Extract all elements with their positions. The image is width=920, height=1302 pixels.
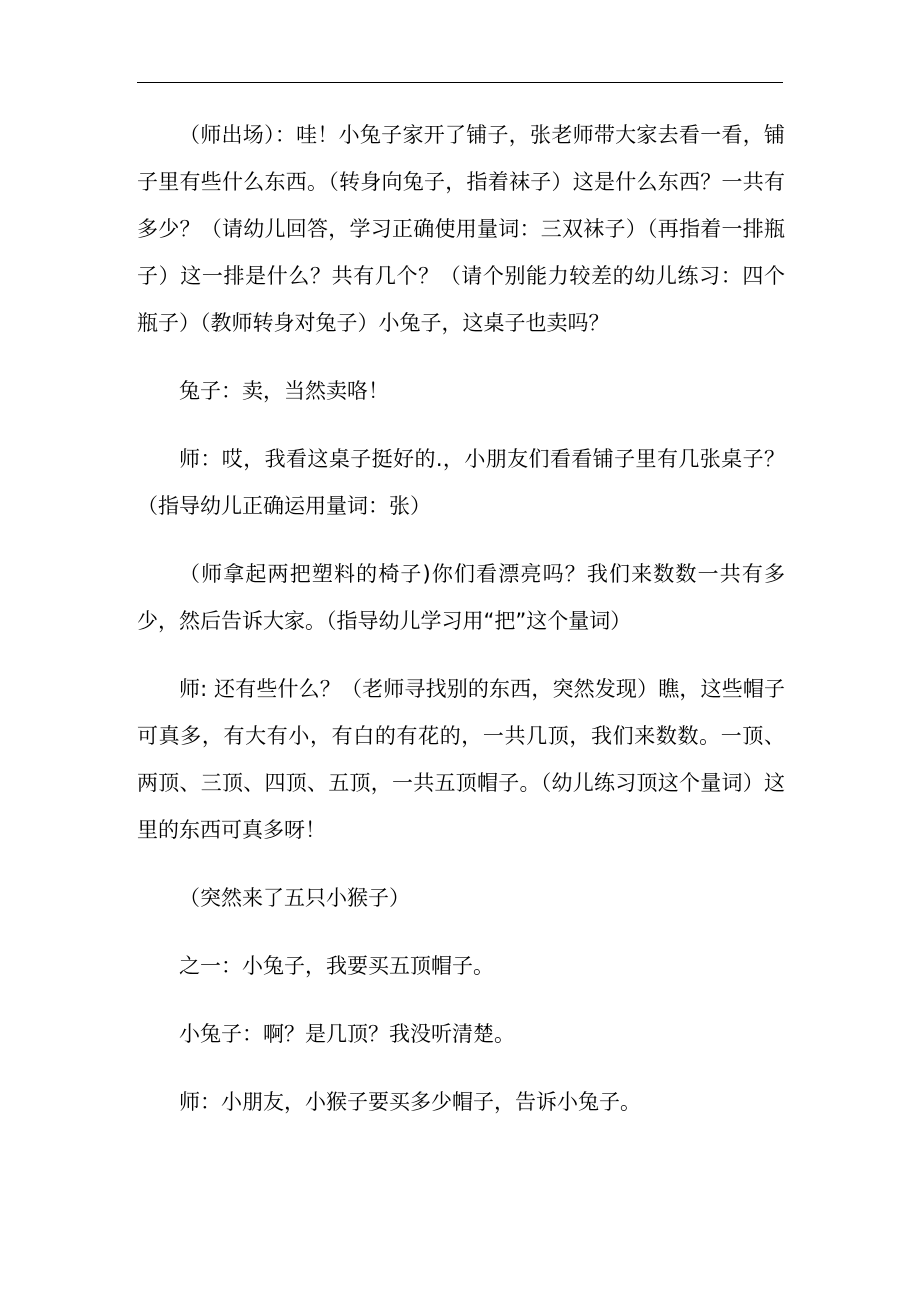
paragraph-monkeys-arrive: （突然来了五只小猴子） <box>179 886 410 910</box>
paragraph-tables: 师：哎，我看这桌子挺好的.，小朋友们看看铺子里有几张桌子？（指导幼儿正确运用量词：张） <box>137 447 785 518</box>
paragraph-monkey-request: 之一：小兔子，我要买五顶帽子。 <box>179 954 494 978</box>
paragraph-teacher-entrance: （师出场）：哇！小兔子家开了铺子，张老师带大家去看一看，铺子里有些什么东西。（转身向兔子，指着袜子）这是什么东西？一共有多少？（请幼儿回答，学习正确使用量词：三双袜子）（再指着一排瓶子）这一排是什么？共有几个？（请个别能力较差的幼儿练习：四个瓶子）（教师转身对兔子）小兔子，这桌子也卖吗？ <box>137 123 785 335</box>
paragraph-rabbit-reply: 兔子：卖，当然卖咯！ <box>179 379 389 403</box>
paragraph-rabbit-question: 小兔子：啊？是几顶？我没听清楚。 <box>179 1022 515 1046</box>
document-body <box>137 112 785 1147</box>
paragraph-teacher-prompt: 师：小朋友，小猴子要买多少帽子，告诉小兔子。 <box>179 1090 641 1114</box>
header-rule <box>137 82 783 83</box>
paragraph-chairs: （师拿起两把塑料的椅子)你们看漂亮吗？我们来数数一共有多少，然后告诉大家。（指导幼儿学习用“把”这个量词） <box>137 562 785 633</box>
paragraph-hats: 师: 还有些什么？（老师寻找别的东西，突然发现）瞧，这些帽子可真多，有大有小，有白的有花的，一共几顶，我们来数数。一顶、两顶、三顶、四顶、五顶，一共五顶帽子。（幼儿练习顶这个量词）这里的东西可真多呀！ <box>137 677 785 842</box>
